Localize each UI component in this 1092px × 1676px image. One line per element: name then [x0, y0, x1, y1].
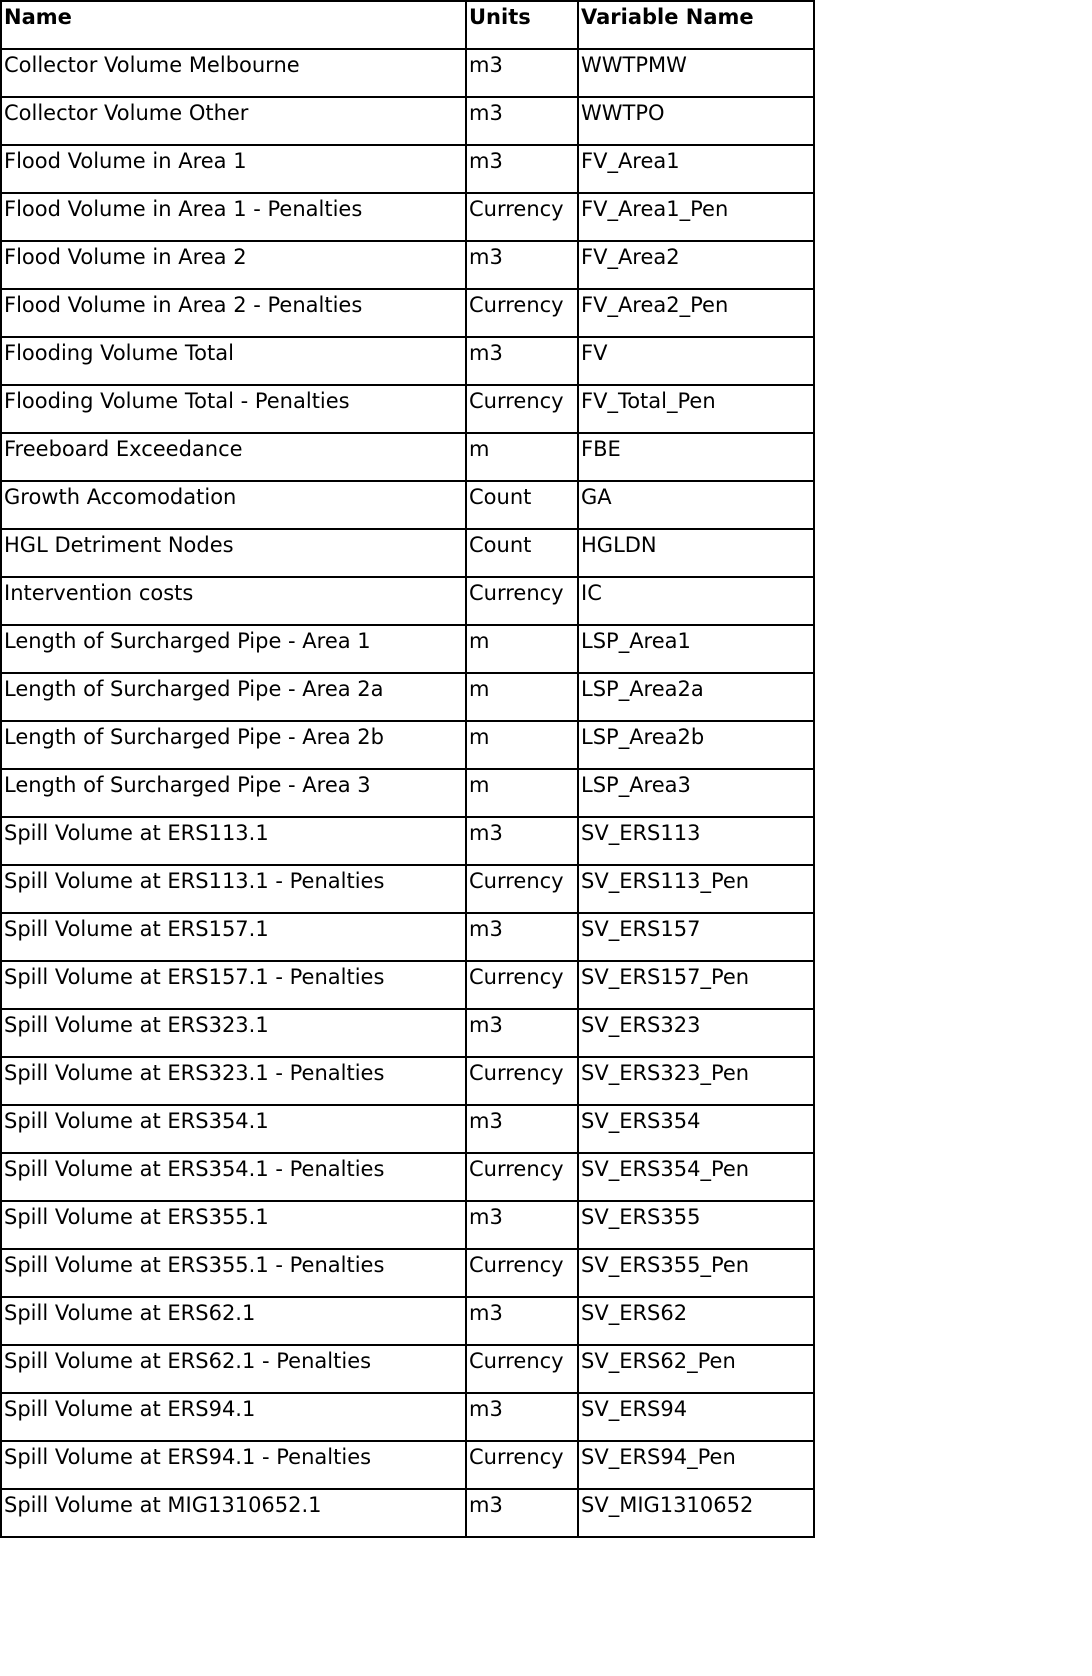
cell-units: m3 [466, 1489, 578, 1537]
cell-name: Length of Surcharged Pipe - Area 3 [1, 769, 466, 817]
cell-name: Collector Volume Other [1, 97, 466, 145]
table-row [1, 817, 814, 865]
cell-variable-name: WWTPO [578, 97, 814, 145]
cell-units: m3 [466, 49, 578, 97]
cell-units: m [466, 625, 578, 673]
table-row [1, 1009, 814, 1057]
cell-variable-name: SV_MIG1310652 [578, 1489, 814, 1537]
cell-units: m3 [466, 1393, 578, 1441]
cell-units: Currency [466, 385, 578, 433]
table-row [1, 385, 814, 433]
cell-variable-name: SV_ERS355_Pen [578, 1249, 814, 1297]
cell-units: m [466, 721, 578, 769]
cell-units: Currency [466, 577, 578, 625]
cell-name: Spill Volume at ERS157.1 [1, 913, 466, 961]
table-row [1, 577, 814, 625]
cell-name: Length of Surcharged Pipe - Area 2a [1, 673, 466, 721]
cell-name: Flooding Volume Total [1, 337, 466, 385]
cell-name: Spill Volume at MIG1310652.1 [1, 1489, 466, 1537]
cell-name: Length of Surcharged Pipe - Area 1 [1, 625, 466, 673]
cell-variable-name: FV_Total_Pen [578, 385, 814, 433]
cell-variable-name: GA [578, 481, 814, 529]
cell-units: m3 [466, 241, 578, 289]
cell-name: Spill Volume at ERS323.1 - Penalties [1, 1057, 466, 1105]
cell-variable-name: FV_Area2 [578, 241, 814, 289]
cell-name: Spill Volume at ERS62.1 - Penalties [1, 1345, 466, 1393]
cell-variable-name: SV_ERS94_Pen [578, 1441, 814, 1489]
table-row [1, 1441, 814, 1489]
header-row [1, 1, 814, 49]
cell-variable-name: SV_ERS62 [578, 1297, 814, 1345]
cell-units: m3 [466, 1201, 578, 1249]
table-row [1, 241, 814, 289]
cell-units: Currency [466, 289, 578, 337]
cell-variable-name: IC [578, 577, 814, 625]
cell-name: Flood Volume in Area 1 [1, 145, 466, 193]
table-row [1, 1105, 814, 1153]
cell-name: Length of Surcharged Pipe - Area 2b [1, 721, 466, 769]
cell-variable-name: HGLDN [578, 529, 814, 577]
cell-name: Flood Volume in Area 1 - Penalties [1, 193, 466, 241]
cell-name: Spill Volume at ERS355.1 [1, 1201, 466, 1249]
cell-units: Currency [466, 193, 578, 241]
header-name: Name [1, 1, 466, 49]
cell-variable-name: LSP_Area2a [578, 673, 814, 721]
cell-name: Spill Volume at ERS113.1 - Penalties [1, 865, 466, 913]
cell-name: Intervention costs [1, 577, 466, 625]
cell-variable-name: FV_Area1_Pen [578, 193, 814, 241]
cell-name: Flood Volume in Area 2 [1, 241, 466, 289]
table-row [1, 865, 814, 913]
table-body [1, 49, 814, 1537]
cell-name: Spill Volume at ERS113.1 [1, 817, 466, 865]
cell-name: HGL Detriment Nodes [1, 529, 466, 577]
cell-variable-name: FV_Area2_Pen [578, 289, 814, 337]
cell-units: m3 [466, 145, 578, 193]
table-row [1, 193, 814, 241]
cell-name: Spill Volume at ERS354.1 - Penalties [1, 1153, 466, 1201]
table-row [1, 1201, 814, 1249]
cell-variable-name: SV_ERS323 [578, 1009, 814, 1057]
cell-units: Currency [466, 1153, 578, 1201]
cell-variable-name: SV_ERS354 [578, 1105, 814, 1153]
cell-variable-name: LSP_Area1 [578, 625, 814, 673]
table-row [1, 769, 814, 817]
cell-variable-name: SV_ERS323_Pen [578, 1057, 814, 1105]
table-row [1, 913, 814, 961]
cell-variable-name: WWTPMW [578, 49, 814, 97]
table-row [1, 145, 814, 193]
cell-units: Currency [466, 1249, 578, 1297]
table-row [1, 961, 814, 1009]
cell-variable-name: FV_Area1 [578, 145, 814, 193]
cell-name: Growth Accomodation [1, 481, 466, 529]
cell-units: m [466, 769, 578, 817]
table-row [1, 289, 814, 337]
cell-name: Flooding Volume Total - Penalties [1, 385, 466, 433]
table-row [1, 433, 814, 481]
table-row [1, 1393, 814, 1441]
cell-name: Freeboard Exceedance [1, 433, 466, 481]
cell-variable-name: FBE [578, 433, 814, 481]
table-row [1, 673, 814, 721]
table-row [1, 721, 814, 769]
cell-units: Currency [466, 865, 578, 913]
cell-units: m3 [466, 337, 578, 385]
cell-name: Spill Volume at ERS323.1 [1, 1009, 466, 1057]
cell-units: Currency [466, 1441, 578, 1489]
cell-variable-name: SV_ERS94 [578, 1393, 814, 1441]
cell-name: Spill Volume at ERS94.1 - Penalties [1, 1441, 466, 1489]
cell-name: Spill Volume at ERS94.1 [1, 1393, 466, 1441]
table-row [1, 1345, 814, 1393]
header-variable-name: Variable Name [578, 1, 814, 49]
cell-variable-name: SV_ERS354_Pen [578, 1153, 814, 1201]
cell-units: Count [466, 481, 578, 529]
cell-variable-name: FV [578, 337, 814, 385]
cell-units: Currency [466, 1345, 578, 1393]
cell-units: m3 [466, 913, 578, 961]
table-row [1, 481, 814, 529]
table-row [1, 1297, 814, 1345]
cell-variable-name: SV_ERS157_Pen [578, 961, 814, 1009]
cell-units: m3 [466, 1009, 578, 1057]
cell-units: Count [466, 529, 578, 577]
table-row [1, 337, 814, 385]
cell-units: m3 [466, 1297, 578, 1345]
cell-variable-name: SV_ERS157 [578, 913, 814, 961]
cell-variable-name: SV_ERS113_Pen [578, 865, 814, 913]
cell-name: Spill Volume at ERS62.1 [1, 1297, 466, 1345]
table-row [1, 1249, 814, 1297]
cell-units: m3 [466, 817, 578, 865]
cell-name: Spill Volume at ERS157.1 - Penalties [1, 961, 466, 1009]
cell-units: m [466, 433, 578, 481]
table-row [1, 49, 814, 97]
cell-variable-name: SV_ERS113 [578, 817, 814, 865]
cell-units: Currency [466, 1057, 578, 1105]
cell-variable-name: SV_ERS62_Pen [578, 1345, 814, 1393]
cell-units: m3 [466, 97, 578, 145]
table-row [1, 1057, 814, 1105]
cell-units: m3 [466, 1105, 578, 1153]
cell-name: Collector Volume Melbourne [1, 49, 466, 97]
table-row [1, 97, 814, 145]
cell-variable-name: LSP_Area2b [578, 721, 814, 769]
cell-units: Currency [466, 961, 578, 1009]
cell-variable-name: SV_ERS355 [578, 1201, 814, 1249]
table-row [1, 1153, 814, 1201]
cell-name: Flood Volume in Area 2 - Penalties [1, 289, 466, 337]
table-row [1, 529, 814, 577]
table-row [1, 625, 814, 673]
cell-name: Spill Volume at ERS354.1 [1, 1105, 466, 1153]
cell-variable-name: LSP_Area3 [578, 769, 814, 817]
table-header [1, 1, 814, 49]
table-row [1, 1489, 814, 1537]
cell-name: Spill Volume at ERS355.1 - Penalties [1, 1249, 466, 1297]
cell-units: m [466, 673, 578, 721]
header-units: Units [466, 1, 578, 49]
